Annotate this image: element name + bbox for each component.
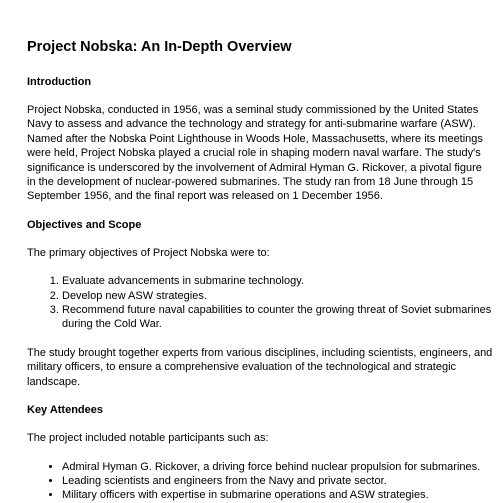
section-heading-attendees: Key Attendees (27, 404, 104, 417)
objective-item: 1. Evaluate advancements in submarine technology. (62, 274, 493, 288)
section-heading-introduction: Introduction (27, 76, 92, 88)
section-heading-objectives: Objectives and Scope (27, 218, 142, 231)
attendees-list (27, 460, 493, 503)
introduction-paragraph: Project Nobska, conducted in 1956, was a seminal study commissioned by the United States Navy to assess and advance the technology and strategy for anti-submarine warfare (ASW). Named after the Nobska Point Lighthouse in Woods Hole, Massachusetts, where its meetings were held, Project Nobska played a crucial role in shaping modern naval warfare. The study's significance is underscored by the involvement of Admiral Hyman G. Rickover, a pivotal figure in the development of nuclear-powered submarines. The study ran from 18 June through 15 September 1956, and the final report was released on 1 December 1956. (27, 104, 483, 203)
objective-item: 3. Recommend future naval capabilities to counter the growing threat of Soviet submarines during the Cold War. (62, 303, 493, 332)
objectives-list (27, 274, 493, 332)
objective-item: 2. Develop new ASW strategies. (62, 289, 493, 303)
attendee-item: • Leading scientists and engineers from the Navy and private sector. (62, 474, 493, 488)
objectives-closing: The study brought together experts from various disciplines, including scientists, engineers, and military officers, to ensure a comprehensive evaluation of the technological and strategic landscape. (27, 346, 493, 388)
attendee-item: • Military officers with expertise in submarine operations and ASW strategies. (62, 488, 493, 502)
objectives-lead: The primary objectives of Project Nobska were to: (27, 246, 270, 259)
attendees-lead: The project included notable participants such as: (27, 432, 269, 445)
page-title: Project Nobska: An In-Depth Overview (27, 39, 292, 55)
attendee-item: • Admiral Hyman G. Rickover, a driving force behind nuclear propulsion for submarines. (62, 460, 493, 474)
